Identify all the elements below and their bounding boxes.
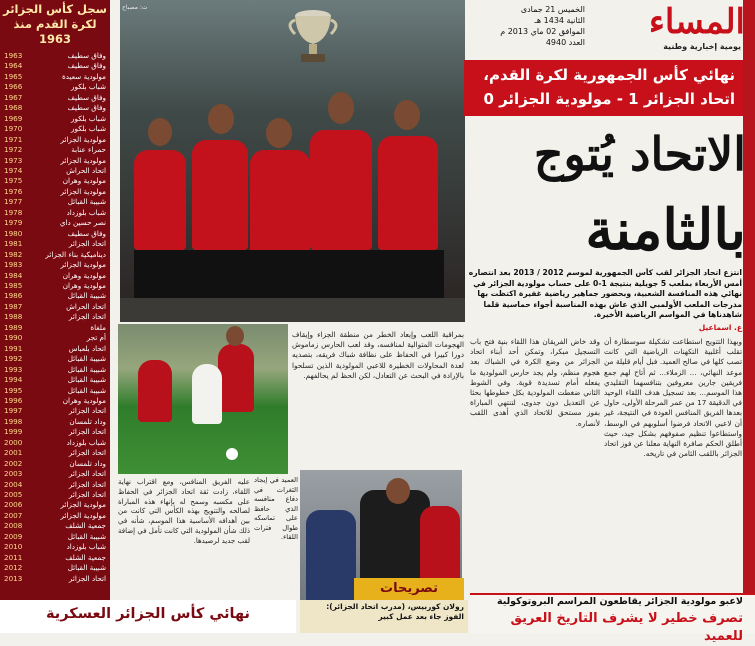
cup-winner-entry xyxy=(4,72,106,82)
cup-year: 1968 xyxy=(4,103,23,113)
page-edge-bar xyxy=(743,0,755,600)
cup-winner-team: شبيبة القبائل xyxy=(67,291,106,301)
cup-year: 2012 xyxy=(4,563,23,573)
cup-winner-entry xyxy=(4,114,106,124)
coach-quote: رولان كوربيس، (مدرب اتحاد الجزائر): الفوز جاء بعد عمل كبير xyxy=(300,600,468,633)
cup-winner-team: وفاق سطيف xyxy=(67,103,106,113)
cup-winner-entry xyxy=(4,156,106,166)
cup-winner-entry xyxy=(4,459,106,469)
boycott-subtitle: لاعبو مولودية الجزائر يقاطعون المراسم البروتوكولية xyxy=(496,596,743,607)
cup-winner-team: اتحاد الجزائر xyxy=(68,427,106,437)
cup-winner-team: مولودية وهران xyxy=(62,270,106,280)
player-head xyxy=(208,104,234,134)
cup-winner-entry xyxy=(4,406,106,416)
player-figure xyxy=(134,150,186,250)
cup-winner-team: جمعية الشلف xyxy=(65,552,106,562)
cup-winner-entry xyxy=(4,51,106,61)
boycott-story xyxy=(470,594,755,644)
article-intro: انتزع اتحاد الجزائر لقب كأس الجمهورية لموسم 2012 / 2013 بعد انتصاره أمس الأربعاء بملعب 5 جويلية بنتيجة 1-0 على حساب مولودية الجزائر في نهائي هذه المنافسة الشعبية، وبحضور جماهير رياضية غفيرة اكتظت بها مدرجات الملعب الأولمبي الذي عاش بهذه المناسبة أجواء حماسية قلما شاهدناها في المواسم الرياضية الأخيرة. xyxy=(468,268,742,319)
cup-winner-team: وفاق سطيف xyxy=(67,51,106,60)
cup-winner-team: اتحاد الجزائر xyxy=(68,312,106,322)
cup-year: 1966 xyxy=(4,82,23,92)
player-head xyxy=(328,92,354,124)
cup-year: 2002 xyxy=(4,458,23,468)
cup-year: 1992 xyxy=(4,354,23,364)
cup-winner-team: وفاق سطيف xyxy=(67,228,106,238)
cup-year: 2009 xyxy=(4,531,23,541)
player-figure xyxy=(250,150,310,260)
date-block xyxy=(455,4,585,48)
cup-winner-team: وداد تلمسان xyxy=(69,458,106,468)
cup-winner-team: وفاق سطيف xyxy=(67,92,106,102)
cup-year: 1994 xyxy=(4,375,23,385)
cup-winner-team: مولودية الجزائر xyxy=(60,186,106,196)
sidebar-title-line1: سجل كأس الجزائر xyxy=(3,2,107,16)
cup-winner-entry xyxy=(4,166,106,176)
article-column-5: عليه الفريق المنافس، ومع اقتراب نهاية اللقاء، زادت ثقة اتحاد الجزائر في الحفاظ على مكسبه وسمح له بإنهاء هذه المباراة لصالحه والتتويج بهذه الكأس التي كانت من بين أهدافه الأساسية هذا الموسم، شأنه في ذلك شأن المولودية التي كانت تأمل في إضافة لقب جديد لرصيدها. xyxy=(118,478,250,545)
player-head xyxy=(266,118,292,148)
main-photo-celebration xyxy=(120,0,465,322)
cup-year: 1980 xyxy=(4,228,23,238)
cup-year: 1964 xyxy=(4,61,23,71)
cup-winner-team: أم تجر xyxy=(86,333,106,343)
cup-year: 1987 xyxy=(4,301,23,311)
date-line-2: الثانية 1434 هـ xyxy=(534,16,585,25)
sidebar-title xyxy=(0,0,110,47)
cup-year: 1973 xyxy=(4,155,23,165)
cup-history-sidebar xyxy=(0,0,110,600)
issue-number: العدد 4940 xyxy=(545,38,585,47)
cup-winner-entry xyxy=(4,61,106,71)
cup-winner-entry xyxy=(4,500,106,510)
article-column-4: العميد في إيجاد الثغرات في دفاع منافسه الذي حافظ على تماسكه طوال فترات اللقاء. xyxy=(254,476,298,541)
cup-year: 1981 xyxy=(4,239,23,249)
cup-winner-team: اتحاد الجزائر xyxy=(68,239,106,249)
cup-winner-team: ديناميكية بناء الجزائر xyxy=(45,249,106,259)
cup-winner-team: مولودية الجزائر xyxy=(60,500,106,510)
headline-line-1: الاتحاد يُتوج xyxy=(533,127,746,181)
cup-winners-list xyxy=(0,51,110,584)
cup-winner-team: اتحاد بلعباس xyxy=(68,343,106,353)
cup-year: 1967 xyxy=(4,92,23,102)
player-figure xyxy=(218,344,254,412)
cup-winner-entry xyxy=(4,386,106,396)
cup-winner-entry xyxy=(4,333,106,343)
cup-winner-team: ملغاة xyxy=(90,322,106,332)
cup-winner-entry xyxy=(4,250,106,260)
newspaper-tagline: يومية إخبارية وطنية xyxy=(663,42,741,51)
cup-year: 1986 xyxy=(4,291,23,301)
cup-year: 2006 xyxy=(4,500,23,510)
cup-year: 1982 xyxy=(4,249,23,259)
cup-winner-entry xyxy=(4,124,106,134)
cup-year: 2000 xyxy=(4,437,23,447)
cup-winner-entry xyxy=(4,93,106,103)
cup-year: 1988 xyxy=(4,312,23,322)
banner-line-2: اتحاد الجزائر 1 - مولودية الجزائر 0 xyxy=(483,90,735,108)
statements-label: تصريحات xyxy=(354,578,464,600)
cup-year: 1998 xyxy=(4,416,23,426)
date-line-3: الموافق 02 ماي 2013 م xyxy=(500,27,585,36)
headline-line-2: بالثامنة xyxy=(585,197,746,263)
cup-year: 1989 xyxy=(4,322,23,332)
cup-winner-entry xyxy=(4,427,106,437)
trophy-icon xyxy=(285,6,341,64)
cup-year: 2008 xyxy=(4,521,23,531)
cup-year: 1993 xyxy=(4,364,23,374)
military-cup-final-headline: نهائي كأس الجزائر العسكرية xyxy=(0,600,296,633)
match-action-photo xyxy=(118,324,288,474)
cup-year: 1972 xyxy=(4,145,23,155)
cup-winner-team: مولودية سعيدة xyxy=(61,71,106,81)
cup-winner-team: شباب بلكور xyxy=(71,113,106,123)
cup-winner-team: اتحاد الجزائر xyxy=(68,448,106,458)
cup-year: 1984 xyxy=(4,270,23,280)
cup-winner-team: شبيبة القبائل xyxy=(67,364,106,374)
cup-year: 1977 xyxy=(4,197,23,207)
divider-line xyxy=(470,593,755,595)
player-head xyxy=(148,118,172,146)
cup-winner-team: مولودية وهران xyxy=(62,280,106,290)
cup-winner-entry xyxy=(4,396,106,406)
ball-icon xyxy=(226,448,238,460)
cup-winner-team: وداد تلمسان xyxy=(69,416,106,426)
cup-winner-entry xyxy=(4,375,106,385)
article-column-3: بمراقبة اللعب وإبعاد الخطر من منطقة الجزاء وإيقاف الهجومات المتوالية لمنافسه، وقد لعب الحارس زماموش دورا كبيرا في الحفاظ على نظافة شباك فريقه، بتصديه لعدة المحاولات الخطيرة للاعبي المولودية الذين تسلحوا بالإرادة في البحث عن التعادل، لكن الحظ لم يحالفهم. xyxy=(292,330,464,380)
cup-winner-entry xyxy=(4,563,106,573)
cup-winner-team: مولودية الجزائر xyxy=(60,155,106,165)
player-figure xyxy=(378,136,438,250)
cup-winner-entry xyxy=(4,187,106,197)
cup-year: 1979 xyxy=(4,218,23,228)
cup-winner-entry xyxy=(4,302,106,312)
cup-year: 1999 xyxy=(4,427,23,437)
cup-year: 2013 xyxy=(4,573,23,583)
cup-winner-team: شباب بلكور xyxy=(71,124,106,134)
masthead xyxy=(590,2,745,58)
cup-winner-team: شباب بلكور xyxy=(71,82,106,92)
players-shorts xyxy=(134,250,444,298)
cup-year: 1970 xyxy=(4,124,23,134)
cup-year: 1963 xyxy=(4,51,23,60)
cup-winner-entry xyxy=(4,532,106,542)
cup-year: 1983 xyxy=(4,260,23,270)
cup-year: 1974 xyxy=(4,165,23,175)
cup-winner-entry xyxy=(4,239,106,249)
cup-winner-entry xyxy=(4,448,106,458)
cup-year: 1969 xyxy=(4,113,23,123)
newspaper-logo: المساء xyxy=(648,2,745,42)
banner-line-1: نهائي كأس الجمهورية لكرة القدم، xyxy=(483,66,735,84)
cup-winner-entry xyxy=(4,281,106,291)
cup-year: 2011 xyxy=(4,552,23,562)
cup-winner-entry xyxy=(4,176,106,186)
player-head xyxy=(386,478,410,504)
cup-year: 1991 xyxy=(4,343,23,353)
cup-winner-entry xyxy=(4,312,106,322)
cup-winner-entry xyxy=(4,354,106,364)
cup-winner-team: مولودية وهران xyxy=(62,395,106,405)
cup-winner-team: اتحاد الجزائر xyxy=(68,469,106,479)
cup-winner-entry xyxy=(4,365,106,375)
cup-winner-team: شباب بلوزداد xyxy=(66,437,106,447)
article-column-1: وبهذا التتويج استطاعت تشكيلة سوسطارة أن تقلب أغلبية التكهنات الرياضية التي كانت تصب كلها في صالح العميد. فبل أيام قليلة من موعد النهائي، ... الزملاء... ثم أتاح لهم جمع فريقين جارين معروفين بتنافسهما التقليدي هذا الموسم... بعد تسجيل هدف اللقاء الوحيد في الدقيقة 17 من عمر المرحلة الأولى، حاول بعدها الفريق المنافس العودة في النتيجة، غير أن لاعبي الاتحاد فرضوا أسلوبهم في الوسط، واستطاعوا تنظيم صفوفهم بشكل جيد، حيث أطلق الحكم صافرة النهاية معلنا عن فوز اتحاد الجزائر باللقب الثامن في تاريخه. xyxy=(604,337,742,459)
main-headline xyxy=(462,118,746,268)
boycott-headline: تصرف خطير لا يشرف التاريخ العريق للعميد xyxy=(510,611,743,644)
cup-winner-entry xyxy=(4,229,106,239)
cup-year: 2004 xyxy=(4,479,23,489)
cup-year: 1976 xyxy=(4,186,23,196)
cup-winner-entry xyxy=(4,490,106,500)
ground-band xyxy=(120,298,465,322)
cup-winner-team: شبيبة القبائل xyxy=(67,385,106,395)
cup-winner-entry xyxy=(4,480,106,490)
cup-winner-team: شبيبة القبائل xyxy=(67,375,106,385)
cup-winner-team: شباب بلوزداد xyxy=(66,207,106,217)
cup-year: 1965 xyxy=(4,71,23,81)
cup-year: 1978 xyxy=(4,207,23,217)
cup-winner-team: اتحاد الجزائر xyxy=(68,479,106,489)
cup-winner-team: شبيبة القبائل xyxy=(67,531,106,541)
cup-year: 2001 xyxy=(4,448,23,458)
cup-winner-team: اتحاد الجزائر xyxy=(68,573,106,583)
staff-figure xyxy=(306,510,356,606)
cup-winner-team: مولودية الجزائر xyxy=(60,134,106,144)
article-column-2: وقد خاض الفريقان هذا اللقاء بنية فتح باب التسجيل مبكرا، وتمكن أحد أبناء اتحاد الجزائر من وضع الكرة في الشباك بعد هجوم منظم، ولم يجد حارس المولودية ما يفعله أمام تسديدة قوية. وفي الشوط الثاني ضغطت المولودية بكل خطوطها بحثا عن التعديل دون جدوى، لتنتهي المباراة بفوز مستحق للاتحاد الذي أهدى اللقب لأنصاره. xyxy=(470,337,600,428)
player-figure xyxy=(310,130,372,250)
cup-year: 2007 xyxy=(4,510,23,520)
cup-winner-entry xyxy=(4,218,106,228)
cup-winner-team: اتحاد الجزائر xyxy=(68,406,106,416)
cup-winner-entry xyxy=(4,574,106,584)
cup-winner-team: اتحاد الجزائر xyxy=(68,490,106,500)
cup-year: 1995 xyxy=(4,385,23,395)
cup-year: 1990 xyxy=(4,333,23,343)
cup-year: 1971 xyxy=(4,134,23,144)
player-head xyxy=(394,100,420,130)
cup-winner-team: شبيبة القبائل xyxy=(67,197,106,207)
cup-winner-entry xyxy=(4,82,106,92)
cup-winner-entry xyxy=(4,553,106,563)
cup-winner-team: مولودية وهران xyxy=(62,176,106,186)
cup-winner-team: شبيبة القبائل xyxy=(67,563,106,573)
article-byline: ع. اسماعيل xyxy=(698,323,742,332)
cup-winner-entry xyxy=(4,344,106,354)
cup-winner-team: مولودية الجزائر xyxy=(60,260,106,270)
opponent-figure xyxy=(192,364,222,424)
cup-winner-team: اتحاد الحراش xyxy=(66,165,106,175)
cup-year: 2010 xyxy=(4,542,23,552)
player-figure xyxy=(192,140,248,250)
cup-year: 2005 xyxy=(4,490,23,500)
cup-winner-entry xyxy=(4,291,106,301)
cup-winner-team: حمراء عنابة xyxy=(71,145,106,155)
cup-winner-team: اتحاد الحراش xyxy=(66,301,106,311)
cup-winner-entry xyxy=(4,521,106,531)
sidebar-title-line2: لكرة القدم منذ 1963 xyxy=(13,17,97,46)
cup-winner-entry xyxy=(4,323,106,333)
cup-year: 2003 xyxy=(4,469,23,479)
cup-winner-entry xyxy=(4,438,106,448)
cup-winner-team: جمعية الشلف xyxy=(65,521,106,531)
cup-winner-entry xyxy=(4,542,106,552)
cup-winner-entry xyxy=(4,145,106,155)
cup-winner-entry xyxy=(4,135,106,145)
cup-year: 1997 xyxy=(4,406,23,416)
photo-credit: ت: مصباح xyxy=(122,4,148,11)
player-head xyxy=(226,326,244,346)
cup-winner-entry xyxy=(4,511,106,521)
cup-winner-entry xyxy=(4,208,106,218)
cup-winner-entry xyxy=(4,197,106,207)
cup-winner-entry xyxy=(4,271,106,281)
cup-year: 1996 xyxy=(4,395,23,405)
cup-winner-entry xyxy=(4,417,106,427)
player-figure xyxy=(138,360,172,422)
cup-winner-team: شبيبة القبائل xyxy=(67,354,106,364)
cup-winner-team: وفاق سطيف xyxy=(67,61,106,71)
cup-winner-entry xyxy=(4,260,106,270)
cup-winner-team: شباب بلوزداد xyxy=(66,542,106,552)
date-line-1: الخميس 21 جمادى xyxy=(520,5,585,14)
cup-winner-team: مولودية الجزائر xyxy=(60,510,106,520)
cup-year: 1985 xyxy=(4,280,23,290)
cup-winner-entry xyxy=(4,103,106,113)
cup-winner-team: نصر حسين داي xyxy=(59,218,106,228)
cup-winner-entry xyxy=(4,469,106,479)
cup-year: 1975 xyxy=(4,176,23,186)
headline-banner xyxy=(464,60,743,116)
